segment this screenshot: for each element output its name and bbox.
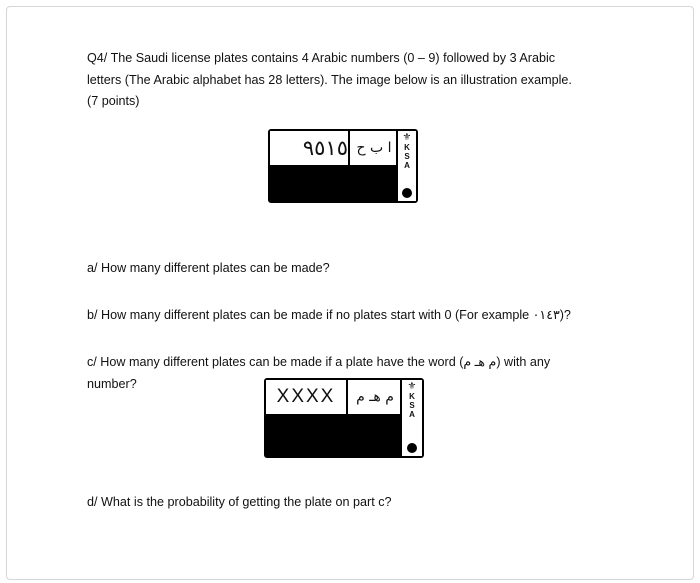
part-d: d/ What is the probability of getting the plate on part c?: [87, 495, 392, 509]
plate-top-row: [266, 380, 402, 416]
plate-ksa-strip: [400, 380, 422, 456]
emblem-icon: ⚜: [402, 132, 412, 143]
question-line-3: (7 points): [87, 94, 140, 108]
plate-letters: م هـ م: [356, 389, 394, 405]
question-line-2: letters (The Arabic alphabet has 28 letters). The image below is an illustration example.: [87, 72, 572, 87]
license-plate-example: [268, 129, 418, 203]
part-b: b/ How many different plates can be made if no plates start with 0 (For example ٠١٤٣)?: [87, 308, 571, 322]
ksa-letter-s: S: [404, 152, 410, 161]
plate-ksa-strip: [396, 131, 416, 201]
plate-top-row: [270, 131, 398, 167]
ksa-letter-a: A: [409, 410, 415, 419]
plate-letters: ا ب ح: [356, 140, 392, 156]
question-intro: [87, 48, 572, 113]
part-c-line-1: c/ How many different plates can be made if a plate have the word (م هـ م) with any: [87, 355, 551, 369]
plate-numbers: ٩٥١٥: [302, 136, 348, 160]
emblem-icon: ⚜: [407, 381, 417, 392]
dot-icon: [407, 443, 417, 453]
part-c-line-2: number?: [87, 376, 137, 391]
part-a: a/ How many different plates can be made?: [87, 261, 330, 275]
ksa-letter-k: K: [404, 143, 410, 152]
question-line-1: Q4/ The Saudi license plates contains 4 Arabic numbers (0 – 9) followed by 3 Arabic: [87, 51, 556, 65]
ksa-letter-s: S: [409, 401, 415, 410]
ksa-letter-a: A: [404, 161, 410, 170]
plate-numbers: XXXX: [276, 386, 336, 407]
ksa-letter-k: K: [409, 392, 415, 401]
dot-icon: [402, 188, 412, 198]
license-plate-word: [264, 378, 424, 458]
